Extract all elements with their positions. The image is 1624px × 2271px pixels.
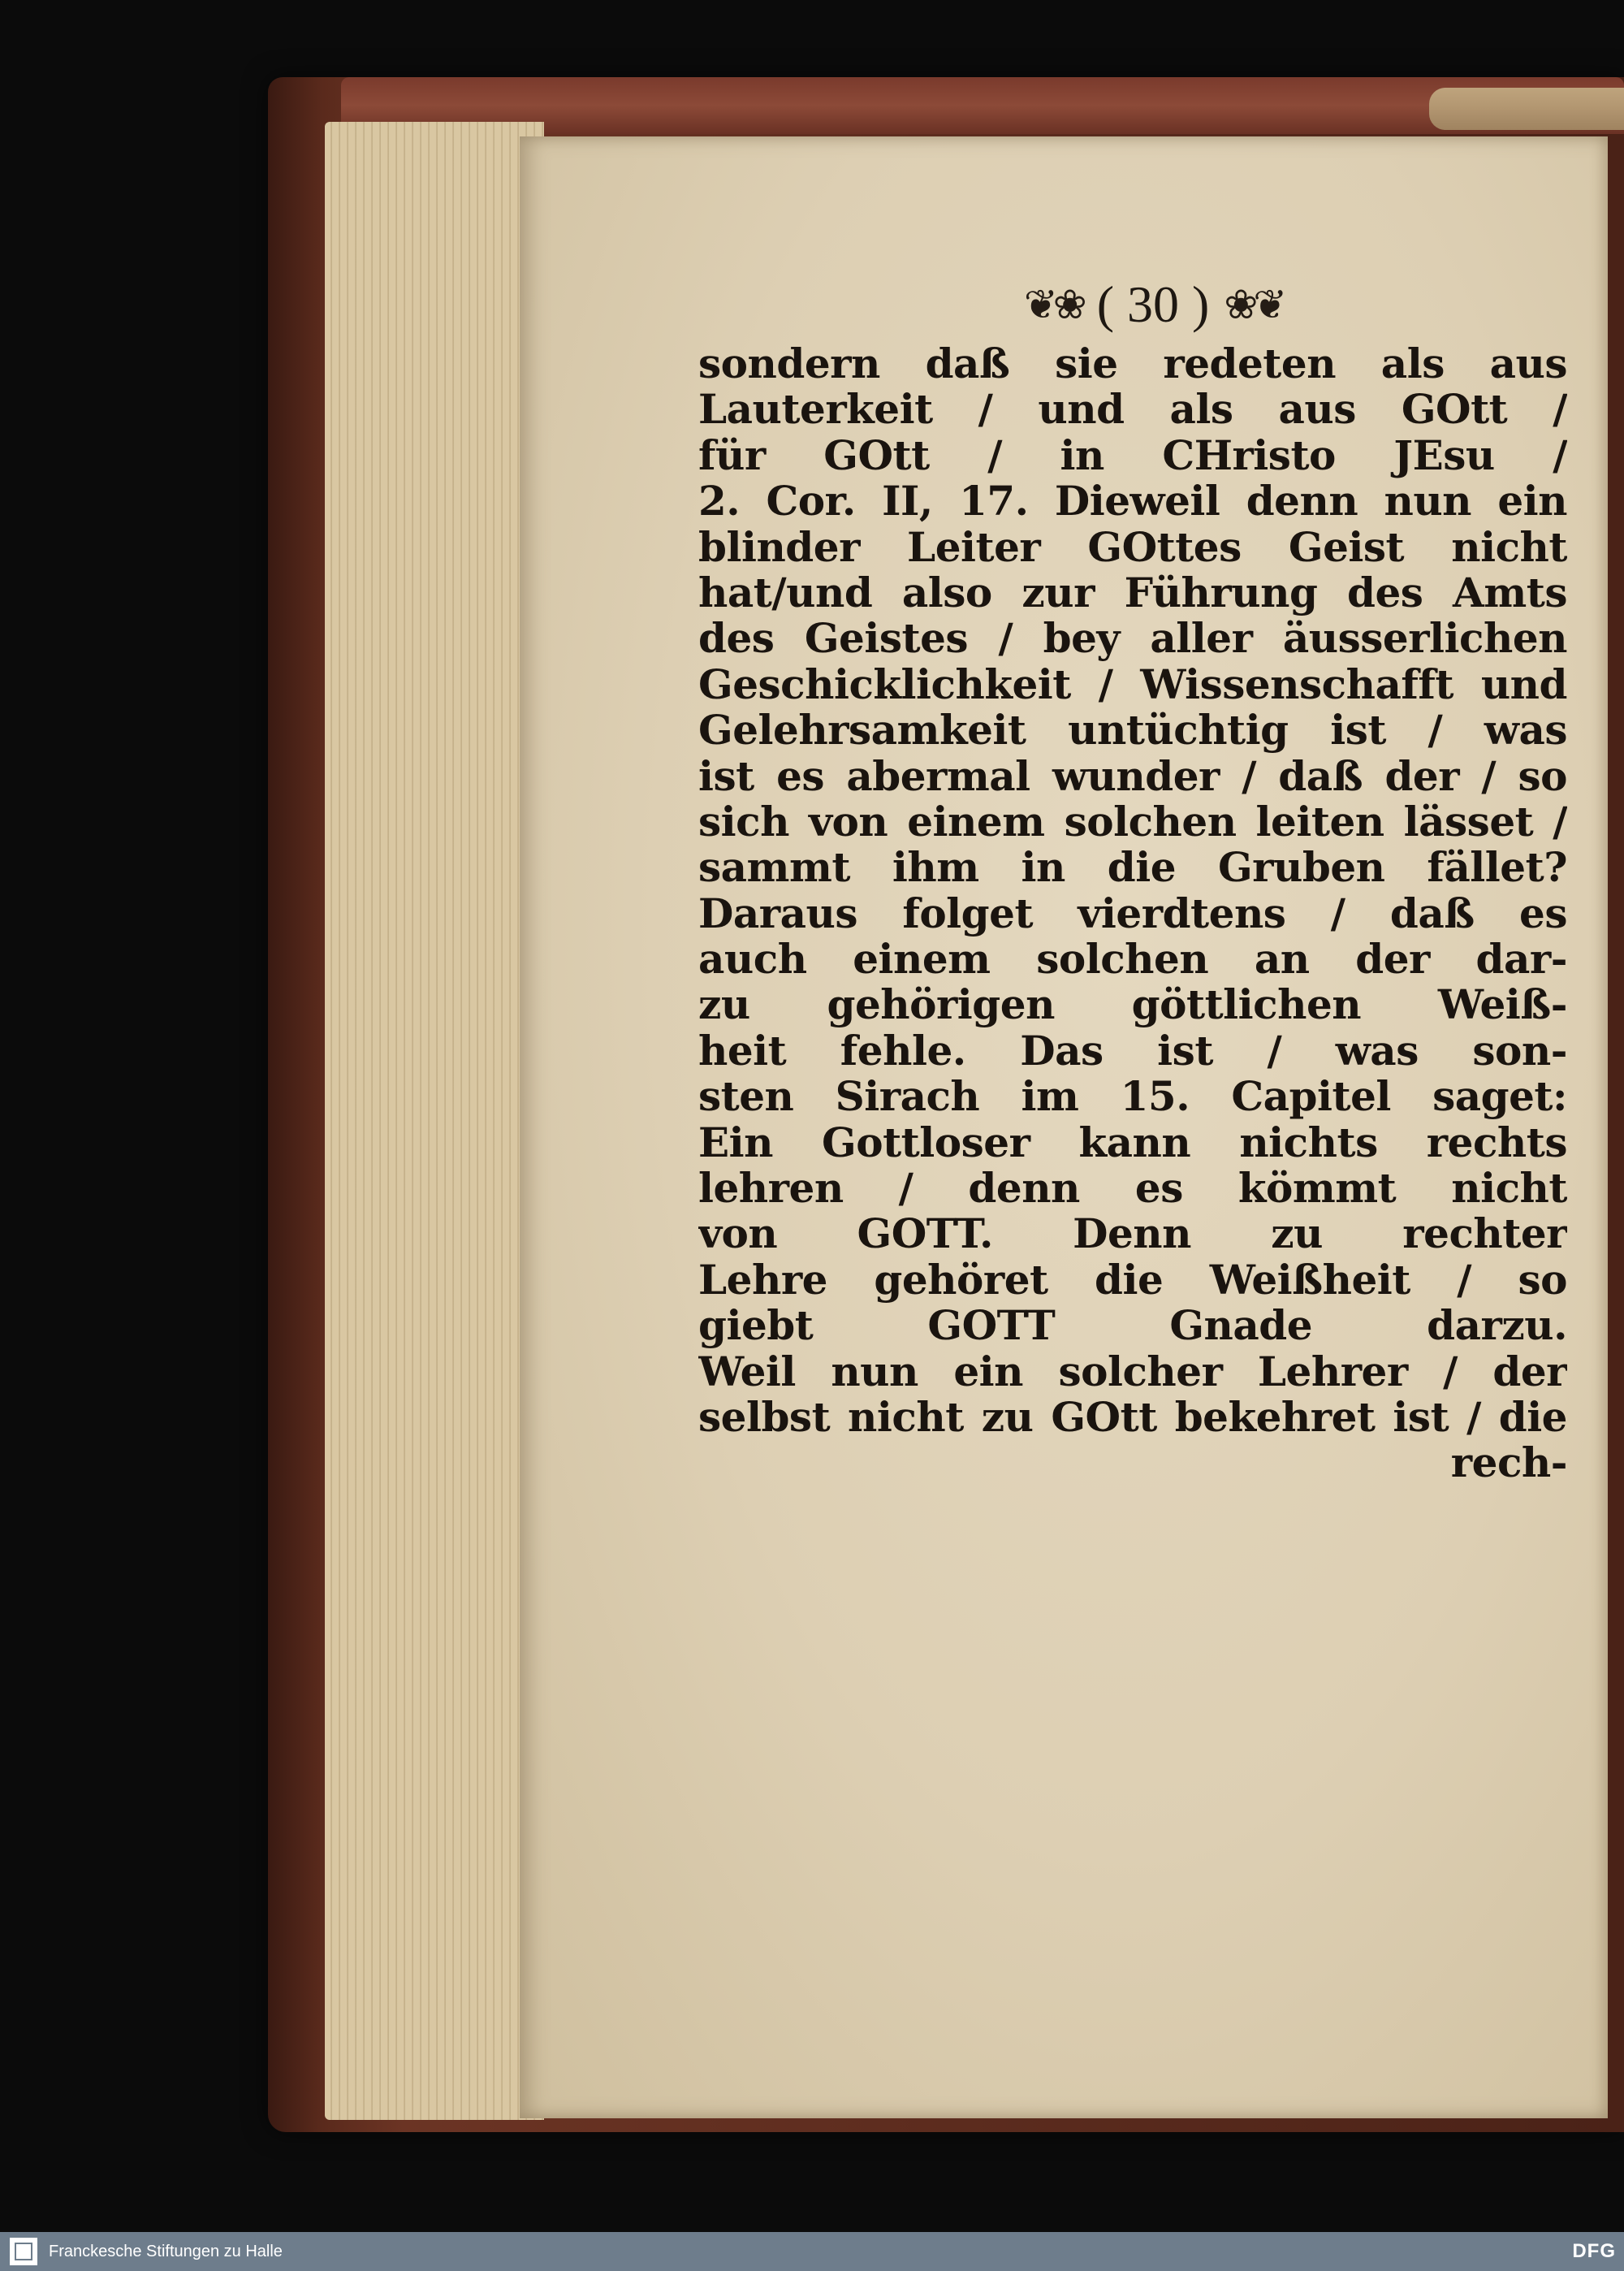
text-line: sten Sirach im 15. Capitel saget: (698, 1074, 1567, 1120)
text-line: Lehre gehöret die Weißheit / so (698, 1257, 1567, 1304)
text-line: auch einem solchen an der dar- (698, 937, 1567, 983)
text-line: sammt ihm in die Gruben fället? (698, 845, 1567, 891)
text-line: des Geistes / bey aller äusserlichen (698, 616, 1567, 662)
page-header (950, 268, 1356, 341)
text-line: Gelehrsamkeit untüchtig ist / was (698, 707, 1567, 754)
text-line: Ein Gottloser kann nichts rechts (698, 1119, 1567, 1166)
text-line: von GOTT. Denn zu rechter (698, 1211, 1567, 1257)
footer-left (10, 2238, 283, 2265)
text-line: giebt GOTT Gnade darzu. (698, 1303, 1567, 1349)
text-line: 2. Cor. II, 17. Dieweil denn nun ein (698, 478, 1567, 525)
ornament-left-icon: ❦❀ (1023, 281, 1082, 328)
footer-institution-name: Franckesche Stiftungen zu Halle (49, 2242, 283, 2260)
text-line: zu gehörigen göttlichen Weiß- (698, 982, 1567, 1028)
footer-bar (0, 2232, 1624, 2271)
page-text (698, 341, 1567, 1486)
text-line: blinder Leiter GOttes Geist nicht (698, 524, 1567, 570)
text-line: Daraus folget vierdtens / daß es (698, 890, 1567, 937)
text-line: rech- (1450, 1440, 1567, 1486)
text-line: Lauterkeit / und als aus GOtt / (698, 387, 1567, 433)
page-number: ( 30 ) (1096, 275, 1210, 333)
text-line: heit fehle. Das ist / was son- (698, 1027, 1567, 1075)
institution-logo-icon (10, 2238, 37, 2265)
text-line: hat/und also zur Führung des Amts (698, 569, 1567, 616)
text-line: selbst nicht zu GOtt bekehret ist / die (698, 1394, 1567, 1441)
text-line: sich von einem solchen leiten lässet / (698, 798, 1567, 846)
text-line: für GOtt / in CHristo JEsu / (698, 432, 1567, 479)
text-line: lehren / denn es kömmt nicht (698, 1166, 1567, 1212)
book-tie (1429, 88, 1624, 130)
text-line: Geschicklichkeit / Wissenschafft und (698, 661, 1567, 708)
ornament-right-icon: ❀❦ (1224, 281, 1283, 328)
dfg-logo: DFG (1572, 2240, 1616, 2262)
text-line: Weil nun ein solcher Lehrer / der (698, 1348, 1567, 1395)
page-edges (325, 122, 544, 2120)
text-line: ist es abermal wunder / daß der / so (698, 753, 1567, 799)
text-line: sondern daß sie redeten als aus (698, 341, 1567, 387)
